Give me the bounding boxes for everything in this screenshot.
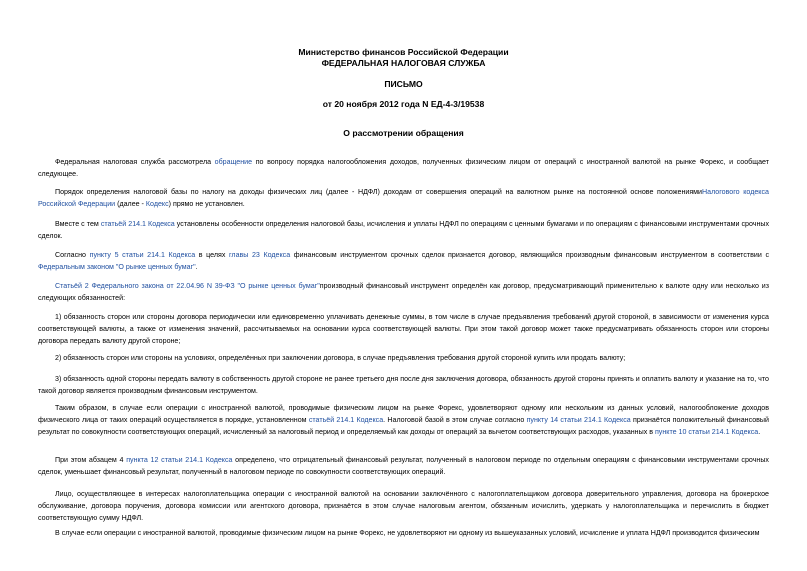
paragraph-1	[38, 156, 769, 180]
paragraph-text: .	[758, 428, 761, 436]
paragraph-text: по вопросу порядка налогообложения доходов, полученных физическим лицом от операций с иностранной валютой на рынке Форекс, и сообщает следующее.	[38, 158, 769, 178]
document-date-number: от 20 ноября 2012 года N ЕД-4-3/19538	[322, 99, 485, 109]
document-link[interactable]: Кодекс	[145, 200, 169, 208]
paragraph-4	[38, 249, 769, 273]
paragraph-text: признаётся положительный финансовый результат по совокупности соответствующих операций, исчисленный за налоговый период и определяемый как доходы от операций за вычетом соответствующих расходов, указанных в	[38, 416, 769, 436]
paragraph-10	[38, 454, 769, 478]
paragraph-3	[38, 218, 769, 242]
document-type: ПИСЬМО	[384, 79, 423, 89]
document-link[interactable]: пункту 5 статьи 214.1 Кодекса	[89, 251, 196, 259]
paragraph-7	[38, 352, 769, 364]
document-link[interactable]: статьёй 214.1 Кодекса	[308, 416, 384, 424]
paragraph-text: ) прямо не установлен.	[168, 200, 245, 208]
document-link[interactable]: главы 23 Кодекса	[229, 251, 291, 259]
paragraph-text: (далее -	[115, 200, 146, 208]
paragraph-6	[38, 311, 769, 347]
paragraph-text: определено, что отрицательный финансовый результат, полученный в налоговом периоде по отдельным операциям с финансовыми инструментами срочных сделок, уменьшает финансовый результат, полученный в налоговом периоде по совокупности соответствующих операций.	[38, 456, 769, 476]
document-link[interactable]: Налогового кодекса Российской Федерации	[38, 188, 769, 208]
paragraph-5	[38, 280, 769, 304]
document-subject: О рассмотрении обращения	[343, 128, 464, 138]
paragraph-text: в целях	[195, 251, 229, 259]
paragraph-12	[38, 527, 769, 539]
document-link[interactable]: Статьёй 2 Федерального закона от 22.04.96 N 39-ФЗ "О рынке ценных бумаг"	[55, 282, 320, 290]
paragraph-text: Федеральная налоговая служба рассмотрела	[55, 158, 215, 166]
paragraph-text: Вместе с тем	[55, 220, 101, 228]
paragraph-text: .	[195, 263, 198, 271]
paragraph-text: . Налоговой базой в этом случае согласно	[383, 416, 527, 424]
paragraph-9	[38, 402, 769, 438]
paragraph-text: установлены особенности определения налоговой базы, исчисления и уплаты НДФЛ по операциям с ценными бумагами и по операциям с финансовыми инструментами срочных сделок.	[38, 220, 770, 240]
document-link[interactable]: пункту 14 статьи 214.1 Кодекса	[526, 416, 631, 424]
paragraph-text: 3) обязанность одной стороны передать валюту в собственность другой стороне не ранее третьего дня после дня заключения договора, обязанность другой стороны принять и оплатить валюту и указание на то, что такой договор является производным финансовым инструментом.	[38, 375, 769, 395]
paragraph-text: Порядок определения налоговой базы по налогу на доходы физических лиц (далее - НДФЛ) доходам от совершения операций на валютном рынке на постоянной основе положениями	[55, 188, 702, 196]
document-link[interactable]: пункте 10 статьи 214.1 Кодекса	[654, 428, 759, 436]
paragraph-8	[38, 373, 769, 397]
document-link[interactable]: статьёй 214.1 Кодекса	[100, 220, 175, 228]
paragraph-text: производный финансовый инструмент определён как договор, предусматривающий применительно к валюте одну или несколько из следующих обязанностей:	[38, 282, 769, 302]
paragraph-text: 1) обязанность сторон или стороны договора периодически или единовременно уплачивать денежные суммы, в том числе в случае предъявления требований другой стороной, в зависимости от изменения курса соответствующей валюты, а также от изменения значений, рассчитываемых на основании курса соответствующей валюты. При этом такой договор может также предусматривать обязанность сторон или стороны договора передать валюту другой стороне;	[38, 313, 769, 345]
paragraph-11	[38, 488, 769, 524]
paragraph-text: Согласно	[55, 251, 90, 259]
paragraph-text: финансовым инструментом срочных сделок признается договор, являющийся производным финансовым инструментом в соответствии с	[290, 251, 769, 259]
paragraph-text: Таким образом, в случае если операции с иностранной валютой, проводимые физическим лицом на рынке Форекс, удовлетворяют одному или нескольким из данных условий, налогообложение доходов физического лица от таких операций осуществляется в порядке, установленном	[38, 404, 769, 424]
ministry-title: Министерство финансов Российской Федерации	[298, 47, 509, 57]
paragraph-text: При этом абзацем 4	[55, 456, 127, 464]
paragraph-text: 2) обязанность сторон или стороны на условиях, определённых при заключении договора, в случае предъявления требования другой стороной купить или продать валюту;	[55, 354, 626, 362]
document-link[interactable]: обращение	[214, 158, 253, 166]
paragraph-text: В случае если операции с иностранной валютой, проводимые физическим лицом на рынке Форекс, не удовлетворяют ни одному из вышеуказанных условий, исчисление и уплата НДФЛ производится физическим	[55, 529, 760, 537]
document-link[interactable]: Федеральным законом "О рынке ценных бумаг"	[38, 263, 196, 271]
paragraph-2	[38, 186, 769, 210]
document-link[interactable]: пункта 12 статьи 214.1 Кодекса	[126, 456, 233, 464]
service-title: ФЕДЕРАЛЬНАЯ НАЛОГОВАЯ СЛУЖБА	[321, 58, 486, 68]
paragraph-text: Лицо, осуществляющее в интересах налогоплательщика операции с иностранной валютой на основании заключённого с налогоплательщиком договора доверительного управления, договора на брокерское обслуживание, договора поручения, договора комиссии или агентского договора, признаётся в этом случае налоговым агентом, обязанным исчислить, удержать у налогоплательщика и перечислить в бюджет соответствующую сумму НДФЛ.	[38, 490, 769, 522]
